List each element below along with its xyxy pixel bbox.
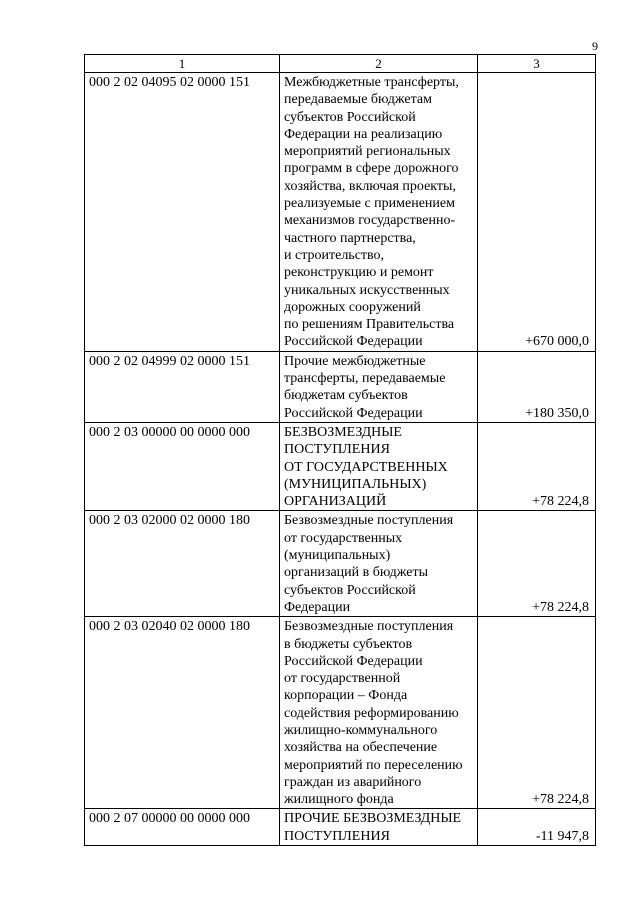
item-name: БЕЗВОЗМЕЗДНЫЕ ПОСТУПЛЕНИЯ ОТ ГОСУДАРСТВЕННЫХ (МУНИЦИПАЛЬНЫХ) ОРГАНИЗАЦИЙ — [280, 422, 478, 510]
amount: +670 000,0 — [478, 73, 596, 352]
header-row — [85, 55, 596, 73]
amount: +180 350,0 — [478, 351, 596, 422]
budget-code: 000 2 03 00000 00 0000 000 — [85, 422, 280, 510]
item-name: ПРОЧИЕ БЕЗВОЗМЕЗДНЫЕ ПОСТУПЛЕНИЯ — [280, 809, 478, 846]
table-row — [85, 73, 596, 352]
item-name: Безвозмездные поступления в бюджеты субъектов Российской Федерации от государственной корпорации – Фонда содействия реформированию жилищно-коммунального хозяйства на обеспечение мероприятий по переселению граждан из аварийного жилищного фонда — [280, 617, 478, 809]
table-row — [85, 809, 596, 846]
item-name: Безвозмездные поступления от государственных (муниципальных) организаций в бюджеты субъектов Российской Федерации — [280, 511, 478, 617]
table-row — [85, 351, 596, 422]
column-header-1: 1 — [85, 55, 280, 73]
table-row — [85, 422, 596, 510]
item-name: Межбюджетные трансферты, передаваемые бюджетам субъектов Российской Федерации на реализацию мероприятий региональных программ в сфере дорожного хозяйства, включая проекты, реализуемые с применением механизмов государственно- частного партнерства, и строительство, реконструкцию и ремонт уникальных искусственных дорожных сооружений по решениям Правительства Российской Федерации — [280, 73, 478, 352]
column-header-2: 2 — [280, 55, 478, 73]
table-row — [85, 511, 596, 617]
table-row — [85, 617, 596, 809]
budget-code: 000 2 02 04999 02 0000 151 — [85, 351, 280, 422]
budget-code: 000 2 03 02000 02 0000 180 — [85, 511, 280, 617]
budget-code: 000 2 02 04095 02 0000 151 — [85, 73, 280, 352]
budget-table — [84, 54, 596, 846]
amount: -11 947,8 — [478, 809, 596, 846]
amount: +78 224,8 — [478, 511, 596, 617]
column-header-3: 3 — [478, 55, 596, 73]
amount: +78 224,8 — [478, 422, 596, 510]
budget-code: 000 2 07 00000 00 0000 000 — [85, 809, 280, 846]
item-name: Прочие межбюджетные трансферты, передаваемые бюджетам субъектов Российской Федерации — [280, 351, 478, 422]
page-number: 9 — [592, 39, 598, 53]
amount: +78 224,8 — [478, 617, 596, 809]
budget-code: 000 2 03 02040 02 0000 180 — [85, 617, 280, 809]
